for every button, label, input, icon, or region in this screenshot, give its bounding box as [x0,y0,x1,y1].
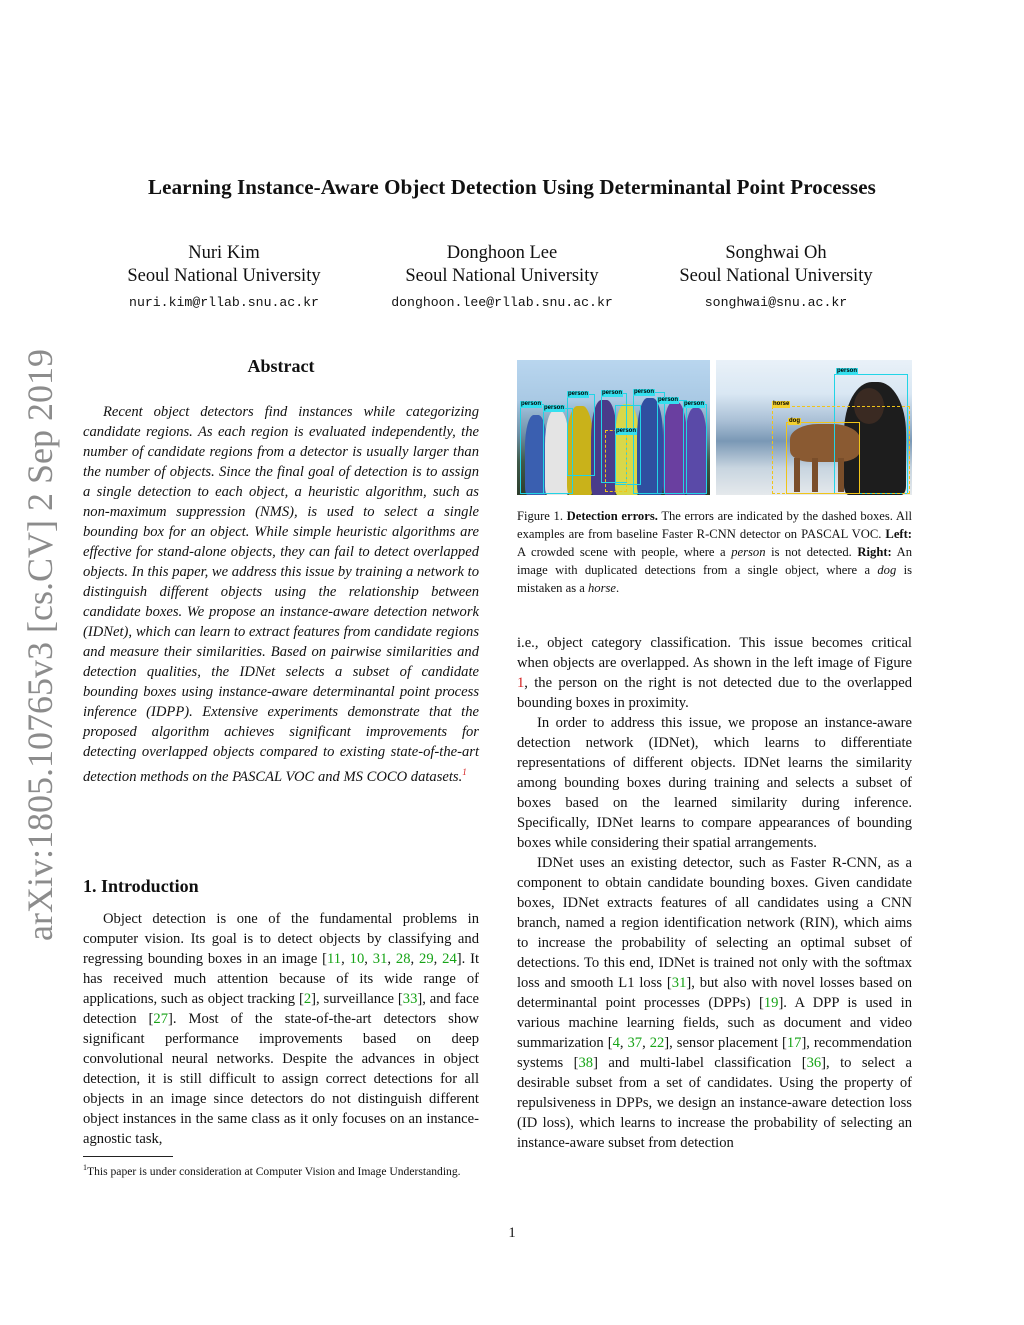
abstract-heading: Abstract [247,356,315,376]
author-affiliation: Seoul National University [405,266,599,286]
detection-box [786,422,860,494]
footnote-divider [83,1156,173,1157]
citation-link[interactable]: 28 [395,951,411,967]
detection-label: horse [773,401,790,407]
missed-detection-box [605,430,627,492]
citation-link[interactable]: 31 [671,975,687,991]
footnote-mark: 1 [83,1163,87,1172]
footnote: $^1$This paper is under consideration at Computer Vision and Image Understanding. [83,1163,461,1178]
author-block-3 [626,242,926,318]
intro-paragraph-1: Object detection is one of the fundamental problems in computer vision. Its goal is to detect objects by classifying and regressing bounding boxes in an image [11, 10, 31, 28, 29, 24]. It has received much attention because of its wide range of applications, such as object tracking [2], surveillance [33], and face detection [27]. Most of the state-of-the-art detectors show significant performance improvements based on deep convolutional neural networks. Despite the advances in object detection, it is still difficult to assign correct detections for all objects in an image since detectors do not distinguish different object instances in the same class as it only focuses on an instance-agnostic task, [83,911,480,1147]
citation-link[interactable]: 2 [303,991,312,1007]
author-block-1 [74,242,374,318]
author-block-2 [352,242,652,318]
footnote-marker[interactable]: 1 [462,767,467,777]
author-affiliation: Seoul National University [679,266,873,286]
citation-link[interactable]: 33 [402,991,418,1007]
citation-link[interactable]: 24 [442,951,457,967]
detection-box [520,404,544,494]
citation-link[interactable]: 10 [349,951,365,967]
citation-link[interactable]: 29 [419,951,434,967]
author-name: Donghoon Lee [446,243,558,263]
citation-link[interactable]: 4 [612,1035,620,1051]
detection-box [567,394,595,476]
author-email[interactable]: nuri.kim@rllab.snu.ac.kr [129,295,319,310]
citation-link[interactable]: 11 [327,951,342,967]
figure-1-caption: Figure 1. Detection errors. The errors are indicated by the dashed boxes. All examples are from baseline Faster R-CNN detector on PASCAL VOC. Left: A crowded scene with people, where a person is not detected. Right: An image with duplicated detections from a single object, where a dog is mistaken as a horse. [517,509,912,595]
detection-label: person [521,401,542,407]
citation-link[interactable]: 36 [806,1055,822,1071]
page-number: 1 [508,1225,516,1241]
right-paragraph-2: In order to address this issue, we propose an instance-aware detection network (IDNet), which learns to differentiate representations of different objects. IDNet learns the similarity among bounding boxes during training and selects a subset of boxes based on the learned similarity during inference. Specifically, IDNet learns to compare appearances of bounding boxes while considering their spatial arrangements. [517,715,912,851]
detection-label: person [544,405,565,411]
author-email[interactable]: donghoon.lee@rllab.snu.ac.kr [391,295,613,310]
author-affiliation: Seoul National University [127,266,321,286]
citation-link[interactable]: 31 [372,951,388,967]
citation-link[interactable]: 38 [578,1055,594,1071]
author-email[interactable]: songhwai@snu.ac.kr [704,295,848,310]
detection-label: person [634,389,655,395]
citation-link[interactable]: 37 [627,1035,643,1051]
citation-link[interactable]: 22 [649,1035,665,1051]
detection-label: person [616,428,637,434]
detection-label: person [602,390,623,396]
right-column-body [517,633,912,1153]
citation-link[interactable]: 17 [786,1035,802,1051]
figure-reference-link[interactable]: 1 [517,675,525,691]
detection-label: person [684,401,705,407]
author-name: Songhwai Oh [725,243,827,263]
paper-title: Learning Instance-Aware Object Detection Using Determinantal Point Processes [148,175,876,199]
detection-label: dog [789,418,800,424]
right-paragraph-1: i.e., object category classification. This issue becomes critical when objects are overlapped. As shown in the left image of Figure 1, the person on the right is not detected due to the overlapped bounding boxes in proximity. [517,635,912,711]
detection-label: person [837,368,858,374]
author-name: Nuri Kim [188,243,260,263]
arxiv-identifier[interactable]: arXiv:1805.10765v3 [cs.CV] 2 Sep 2019 [20,349,60,941]
right-paragraph-3: IDNet uses an existing detector, such as Faster R-CNN, as a component to obtain candidate bounding boxes. Given candidate boxes, IDNet extracts features of all candidates using a CNN branch, named a region identification network (RIN), which aims to increase the probability of selecting an optimal subset of detections. To this end, IDNet is trained not only with the softmax loss and smooth L1 loss [31], but also with novel losses based on determinantal point processes (DPPs) [19]. A DPP is used in various machine learning fields, such as document and video summarization [4, 37, 22], sensor placement [17], recommendation systems [38] and multi-label classification [36], to select a desirable subset from a set of candidates. Using the property of repulsiveness in DPPs, we design an instance-aware detection loss (ID loss), which learns to increase the probability of selecting an instance-aware subset from detection [517,855,913,1151]
figure-1-left-image [517,360,710,495]
section-heading-introduction: 1. Introduction [83,876,199,896]
detection-label: person [568,391,589,397]
figure-1-right-image [716,360,912,495]
citation-link[interactable]: 19 [763,995,779,1011]
detection-label: person [658,397,679,403]
citation-link[interactable]: 27 [153,1011,168,1027]
abstract-text: Recent object detectors find instances while categorizing candidate regions. As each region is evaluated independently, the number of candidate regions from a detector is usually larger than the number of objects. Since the final goal of detection is to assign a single detection to each object, a heuristic algorithm, such as non-maximum suppression (NMS), is used to select a single bounding box for an object. While simple heuristic algorithms are effective for stand-alone objects, they can fail to detect overlapped objects. In this paper, we address this issue by training a network to distinguish different objects using the relationship between candidate boxes. We propose an instance-aware detection network (IDNet), which can learn to extract features from candidate regions and measure their similarities. Based on pairwise similarities and detection qualities, the IDNet selects a subset of candidate bounding boxes using instance-aware determinantal point process inference (IDPP). Extensive experiments demonstrate that the proposed algorithm achieves significant improvements for detecting overlapped objects compared to existing state-of-the-art detection methods on the PASCAL VOC and MS COCO datasets.$^1$ [83,404,479,785]
detection-box [683,404,707,494]
